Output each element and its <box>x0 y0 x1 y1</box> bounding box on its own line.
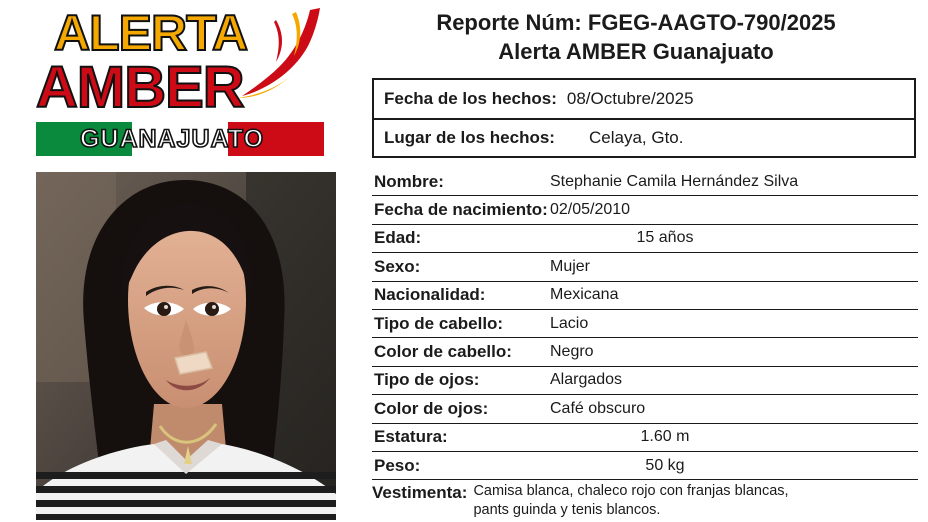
detail-label-fecha-nacimiento: Fecha de nacimiento: <box>374 200 548 220</box>
table-row <box>372 282 918 310</box>
detail-value-color-ojos: Café obscuro <box>550 399 646 417</box>
event-date-value: 08/Octubre/2025 <box>566 89 694 108</box>
clothing-line-1: Camisa blanca, chaleco rojo con franjas blancas, <box>473 483 789 499</box>
detail-label-color-ojos: Color de ojos: <box>374 398 489 418</box>
amber-wave-icon <box>236 6 326 102</box>
detail-value-estatura: 1.60 m <box>640 428 690 446</box>
detail-label-estatura: Estatura: <box>374 427 448 447</box>
detail-label-nombre: Nombre: <box>374 171 444 191</box>
detail-value-nombre: Stephanie Camila Hernández Silva <box>550 172 799 190</box>
clothing-description <box>473 482 788 519</box>
table-row <box>372 452 918 480</box>
event-date-label: Fecha de los hechos: <box>384 89 557 108</box>
victim-details-table <box>372 168 918 480</box>
detail-value-color-cabello: Negro <box>550 343 594 361</box>
table-row <box>372 367 918 395</box>
victim-photo <box>36 172 336 520</box>
detail-label-tipo-ojos: Tipo de ojos: <box>374 370 480 390</box>
event-place-row <box>374 118 914 156</box>
clothing-label: Vestimenta: <box>372 483 468 502</box>
event-date-row <box>374 80 914 118</box>
detail-value-fecha-nacimiento: 02/05/2010 <box>550 201 631 219</box>
report-header <box>356 8 916 66</box>
logo-text-state: GUANAJUATO <box>79 125 265 153</box>
detail-value-tipo-ojos: Alargados <box>550 371 623 389</box>
detail-label-edad: Edad: <box>374 228 422 248</box>
alert-title: Alerta AMBER Guanajuato <box>498 39 774 65</box>
detail-label-nacionalidad: Nacionalidad: <box>374 285 486 305</box>
detail-label-sexo: Sexo: <box>374 256 421 276</box>
table-row <box>372 338 918 366</box>
table-row <box>372 310 918 338</box>
table-row <box>372 253 918 281</box>
alerta-amber-logo <box>28 4 328 164</box>
detail-value-tipo-cabello: Lacio <box>550 314 589 332</box>
event-info-box <box>372 78 916 158</box>
report-number: Reporte Núm: FGEG-AAGTO-790/2025 <box>436 10 836 35</box>
clothing-section <box>372 482 920 519</box>
clothing-line-2: pants guinda y tenis blancos. <box>473 501 661 518</box>
table-row <box>372 395 918 423</box>
detail-value-nacionalidad: Mexicana <box>550 286 619 304</box>
detail-label-peso: Peso: <box>374 455 421 475</box>
table-row <box>372 225 918 253</box>
detail-label-tipo-cabello: Tipo de cabello: <box>374 313 504 333</box>
victim-photo-illustration <box>36 172 336 520</box>
table-row <box>372 424 918 452</box>
event-place-value: Celaya, Gto. <box>588 128 684 147</box>
logo-text-amber: AMBER <box>36 55 244 120</box>
detail-value-peso: 50 kg <box>645 456 685 474</box>
logo-text-alerta: ALERTA <box>54 5 248 61</box>
detail-label-color-cabello: Color de cabello: <box>374 342 512 362</box>
detail-value-edad: 15 años <box>636 229 694 247</box>
event-place-label: Lugar de los hechos: <box>384 128 555 147</box>
table-row <box>372 168 918 196</box>
table-row <box>372 196 918 224</box>
detail-value-sexo: Mujer <box>550 257 591 275</box>
